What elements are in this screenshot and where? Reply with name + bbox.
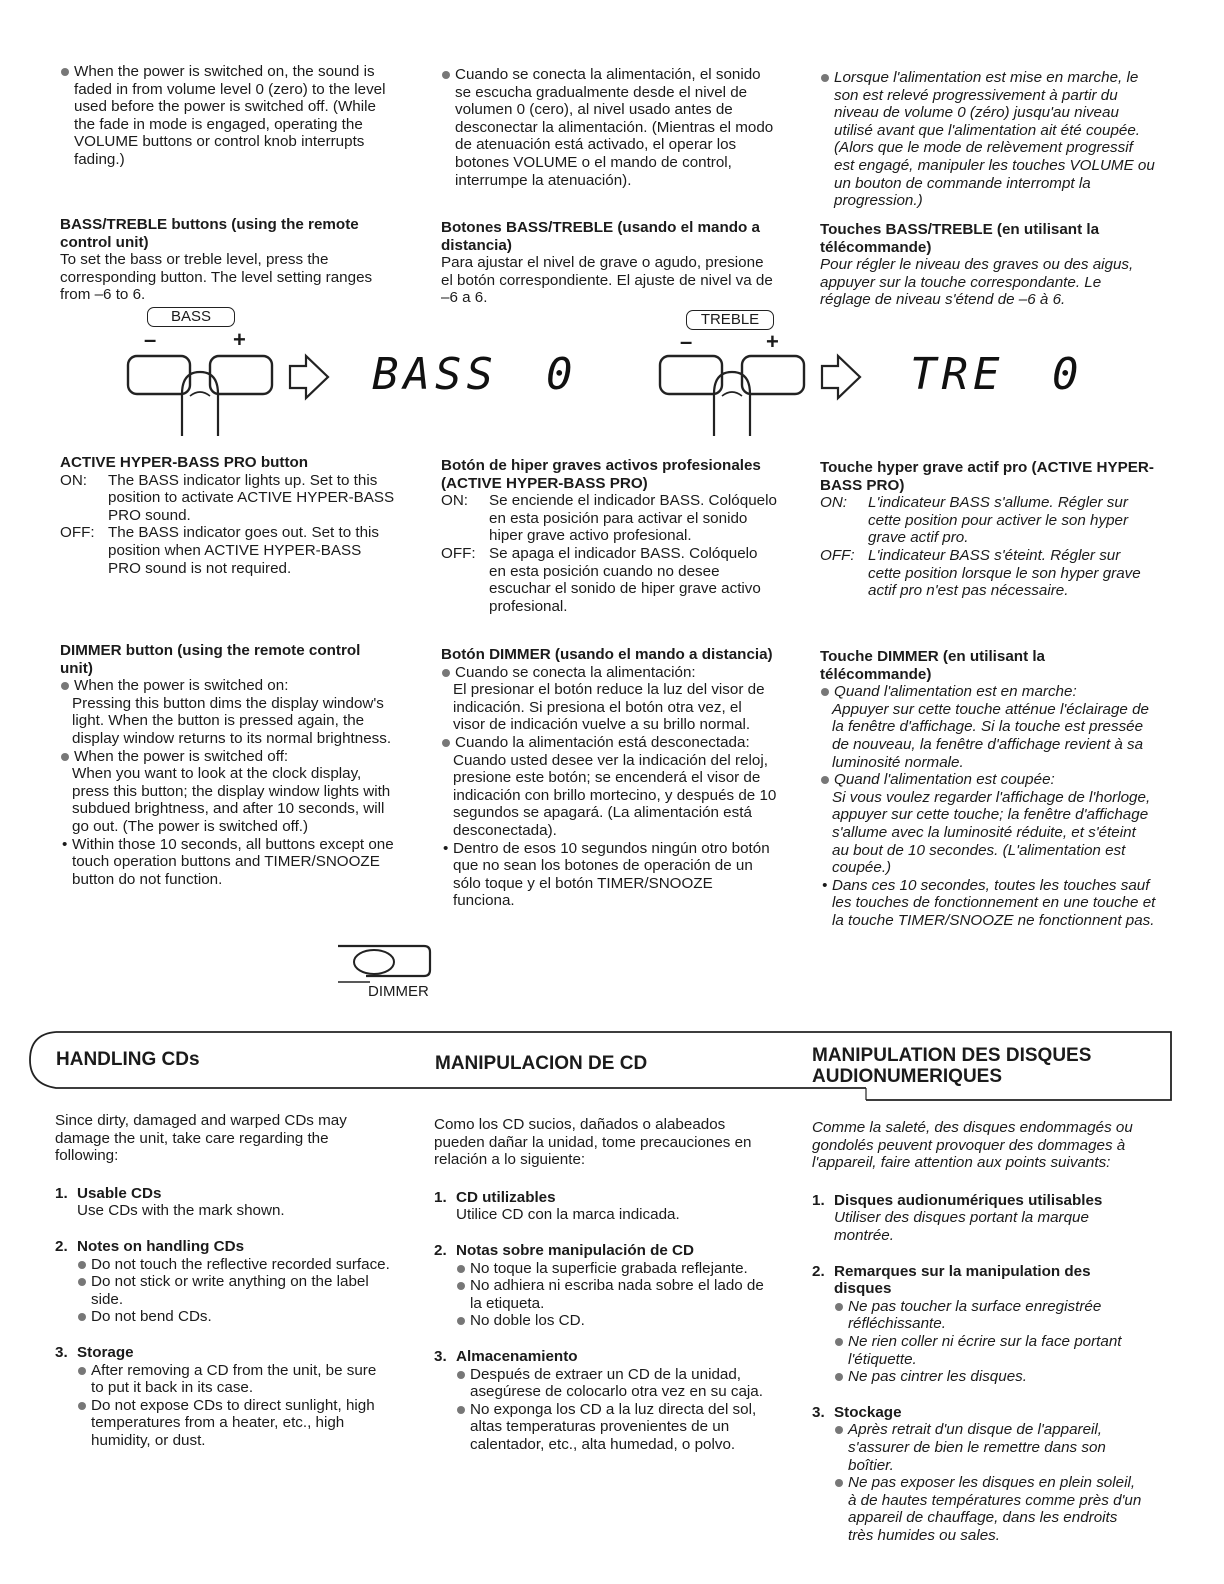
item-bullet: After removing a CD from the unit, be sure to put it back in its case. [77, 1362, 390, 1397]
item-number: 2. [55, 1237, 68, 1255]
cds-item-1 [812, 1192, 1146, 1245]
section-title-fr: MANIPULATION DES DISQUES AUDIONUMERIQUES [812, 1045, 1092, 1087]
bass-treble-heading: BASS/TREBLE buttons (using the remote control unit) [60, 216, 359, 251]
item-bullet: Ne pas exposer les disques en plein soleil, à de hautes températures comme près d'un appareil de chauffage, dans les endroits très humides ou sales. [834, 1474, 1146, 1544]
cds-item-1 [55, 1185, 390, 1220]
dimmer-button-illustration [336, 944, 436, 984]
dimmer-note: • Within those 10 seconds, all buttons except one touch operation buttons and TIMER/SNOOZE button do not function. [60, 836, 396, 889]
hyper-bass-fr [820, 459, 1156, 600]
dimmer-off-label: When the power is switched off: [60, 748, 396, 766]
item-number: 1. [434, 1188, 447, 1206]
item-heading: Stockage [834, 1403, 902, 1421]
item-number: 3. [812, 1403, 825, 1421]
hyper-bass-on [60, 472, 396, 525]
off-text: L'indicateur BASS s'éteint. Régler sur cette position lorsque le son hyper grave actif pro n'est pas nécessaire. [868, 546, 1141, 600]
item-bullet: Ne pas toucher la surface enregistrée réfléchissante. [834, 1298, 1146, 1333]
bass-display-value: 0 [546, 349, 578, 400]
hyper-bass-heading: Botón de hiper graves activos profesionales (ACTIVE HYPER-BASS PRO) [441, 457, 761, 492]
treble-button-label: TREBLE [686, 310, 774, 330]
intro-es-text: Cuando se conecta la alimentación, el sonido se escucha gradualmente desde el nivel de volumen 0 (cero), al nivel usado antes de desconectar la alimentación. (Mientras el modo de atenuación está activado, el operar los botones VOLUME o el mando de control, interrumpe la atenuación). [441, 66, 777, 189]
cds-intro: Comme la saleté, des disques endommagés ou gondolés peuvent provoquer des dommages à l'appareil, faire attention aux points suivants: [812, 1119, 1133, 1172]
section-title-es: MANIPULACION DE CD [435, 1053, 648, 1074]
on-text: Se enciende el indicador BASS. Colóquelo en esta posición para activar el sonido hiper grave activo profesional. [489, 492, 777, 545]
item-heading: Usable CDs [77, 1184, 162, 1202]
item-bullet: Después de extraer un CD de la unidad, asegúrese de colocarlo otra vez en su caja. [456, 1366, 767, 1401]
item-bullet: No adhiera ni escriba nada sobre el lado de la etiqueta. [456, 1277, 767, 1312]
hyper-bass-on [441, 492, 777, 545]
hyper-bass-heading: Touche hyper grave actif pro (ACTIVE HYPER-BASS PRO) [820, 459, 1154, 494]
cds-item-2 [55, 1238, 390, 1326]
intro-es [441, 66, 777, 189]
bass-plus-sign: + [233, 327, 246, 352]
cds-item-2 [434, 1242, 767, 1330]
treble-plus-sign: + [766, 329, 779, 354]
cds-item-2 [812, 1263, 1146, 1386]
treble-buttons-illustration [652, 350, 872, 445]
bass-treble-text: Para ajustar el nivel de grave o agudo, presione el botón correspondiente. El ajuste de nivel va de –6 a 6. [441, 254, 773, 307]
item-bullet: No doble los CD. [456, 1312, 767, 1330]
cds-intro: Como los CD sucios, dañados o alabeados pueden dañar la unidad, tome precauciones en relación a lo siguiente: [434, 1116, 752, 1169]
on-text: L'indicateur BASS s'allume. Régler sur cette position pour activer le son hyper grave actif pro. [868, 494, 1129, 547]
dimmer-on-text: El presionar el botón reduce la luz del visor de indicación. Si presiona el botón otra vez, el visor de indicación vuelve a su brillo normal. [453, 681, 765, 734]
dimmer-off-text: Si vous voulez regarder l'affichage de l'horloge, appuyer sur cette touche; la fenêtre d'affichage s'allume avec la luminosité réduite, et s'éteint au bout de 10 secondes. (L'alimentation est coupée.) [832, 788, 1151, 877]
bass-treble-fr [820, 221, 1156, 309]
section-title-en: HANDLING CDs [56, 1049, 200, 1070]
dimmer-on-text: Appuyer sur cette touche atténue l'éclairage de la fenêtre d'affichage. Si la touche est pressée de nouveau, la fenêtre d'affichage revient à sa luminosité normale. [832, 700, 1149, 771]
bass-minus-sign: – [144, 327, 157, 352]
intro-en-text: When the power is switched on, the sound is faded in from volume level 0 (zero) to the level used before the power is switched off. (While the fade in mode is engaged, operating the VOLUME buttons or control knob interrupts fading.) [60, 63, 396, 169]
cds-item-3 [55, 1344, 390, 1450]
dimmer-on-label: Cuando se conecta la alimentación: [441, 664, 777, 682]
bass-treble-text: Pour régler le niveau des graves ou des aigus, appuyer sur la touche correspondante. Le réglage de niveau s'étend de –6 à 6. [820, 256, 1134, 309]
bass-button-label: BASS [147, 307, 235, 327]
item-bullet: Après retrait d'un disque de l'appareil, s'assurer de bien le remettre dans son boîtier. [834, 1421, 1146, 1474]
cds-es [434, 1116, 767, 1454]
dimmer-en [60, 642, 396, 888]
cds-fr [812, 1119, 1146, 1544]
dimmer-off-text: When you want to look at the clock display, press this button; the display window lights with subdued brightness, and after 10 seconds, will go out. (The power is switched off.) [72, 765, 391, 835]
item-bullet: No exponga los CD a la luz directa del sol, altas temperaturas provenientes de un calentador, etc., alta humedad, o polvo. [456, 1401, 767, 1454]
item-text: Utiliser des disques portant la marque montrée. [834, 1209, 1089, 1244]
bass-treble-heading: Botones BASS/TREBLE (usando el mando a distancia) [441, 219, 760, 254]
item-bullet: Do not stick or write anything on the label side. [77, 1273, 390, 1308]
item-text: Use CDs with the mark shown. [77, 1202, 285, 1220]
dimmer-note: • Dentro de esos 10 segundos ningún otro botón que no sean los botones de operación de un sólo toque y el botón TIMER/SNOOZE funciona. [441, 840, 777, 910]
item-heading: CD utilizables [456, 1188, 556, 1206]
bass-display-text: BASS [372, 349, 498, 400]
cds-en [55, 1112, 390, 1450]
cds-item-3 [434, 1348, 767, 1454]
item-bullet: Do not expose CDs to direct sunlight, high temperatures from a heater, etc., high humidity, or dust. [77, 1397, 390, 1450]
dimmer-fr [820, 648, 1156, 930]
item-heading: Almacenamiento [456, 1347, 578, 1365]
item-number: 3. [55, 1343, 68, 1361]
bass-treble-es [441, 219, 777, 307]
item-text: Utilice CD con la marca indicada. [456, 1206, 680, 1224]
intro-fr-text: Lorsque l'alimentation est mise en marche, le son est relevé progressivement à partir du niveau de volume 0 (zéro) jusqu'au niveau utilisé avant que l'alimentation ait été coupée. (Alors que le mode de relèvement progressif est engagé, manipuler les touches VOLUME ou un bouton de commande interrompt la progression.) [820, 69, 1156, 210]
on-label: ON: [60, 471, 88, 489]
item-bullet: Ne pas cintrer les disques. [834, 1368, 1146, 1386]
dimmer-off-label: Cuando la alimentación está desconectada: [441, 734, 777, 752]
item-heading: Notas sobre manipulación de CD [456, 1241, 694, 1259]
item-bullet: Do not bend CDs. [77, 1308, 390, 1326]
on-label: ON: [441, 492, 469, 510]
hyper-bass-off [60, 524, 396, 577]
dimmer-off-label: Quand l'alimentation est coupée: [820, 771, 1156, 789]
cds-item-1 [434, 1189, 767, 1224]
dimmer-heading: Touche DIMMER (en utilisant la télécommande) [820, 648, 1046, 683]
item-number: 2. [434, 1241, 447, 1259]
item-bullet: Do not touch the reflective recorded surface. [77, 1256, 390, 1274]
item-number: 3. [434, 1347, 447, 1365]
dimmer-es [441, 646, 777, 910]
hyper-bass-heading: ACTIVE HYPER-BASS PRO button [60, 454, 309, 471]
dimmer-on-text: Pressing this button dims the display window's light. When the button is pressed again, the display window returns to its normal brightness. [72, 694, 392, 747]
bass-treble-heading: Touches BASS/TREBLE (en utilisant la télécommande) [820, 221, 1100, 256]
item-number: 2. [812, 1262, 825, 1280]
dimmer-note: • Dans ces 10 secondes, toutes les touches sauf les touches de fonctionnement en une touche et la touche TIMER/SNOOZE ne fonctionnent pas. [820, 877, 1156, 930]
bass-treble-text: To set the bass or treble level, press the corresponding button. The level setting ranges from –6 to 6. [60, 251, 373, 304]
dimmer-heading: Botón DIMMER (usando el mando a distancia) [441, 646, 773, 663]
dimmer-on-label: Quand l'alimentation est en marche: [820, 683, 1156, 701]
off-label: OFF: [820, 546, 855, 564]
treble-display-text: TRE [910, 349, 1005, 400]
hyper-bass-en [60, 454, 396, 577]
treble-minus-sign: – [680, 329, 693, 354]
cds-intro: Since dirty, damaged and warped CDs may damage the unit, take care regarding the following: [55, 1112, 347, 1165]
bass-treble-en [60, 216, 396, 304]
item-bullet: Ne rien coller ni écrire sur la face portant l'étiquette. [834, 1333, 1146, 1368]
cds-item-3 [812, 1404, 1146, 1545]
dimmer-button-label: DIMMER [368, 983, 429, 1000]
item-number: 1. [55, 1184, 68, 1202]
intro-fr [820, 69, 1156, 210]
bass-buttons-illustration [120, 350, 340, 445]
on-label: ON: [820, 494, 848, 512]
off-label: OFF: [60, 524, 95, 542]
off-label: OFF: [441, 544, 476, 562]
item-heading: Storage [77, 1343, 134, 1361]
item-bullet: No toque la superficie grabada reflejante. [456, 1260, 767, 1278]
intro-en [60, 63, 396, 169]
item-heading: Disques audionumériques utilisables [834, 1191, 1103, 1209]
hyper-bass-off [441, 545, 777, 615]
treble-display-value: 0 [1052, 349, 1084, 400]
item-heading: Notes on handling CDs [77, 1237, 245, 1255]
off-text: The BASS indicator goes out. Set to this position when ACTIVE HYPER-BASS PRO sound is not required. [108, 524, 379, 577]
on-text: The BASS indicator lights up. Set to this position to activate ACTIVE HYPER-BASS PRO sound. [108, 471, 395, 524]
hyper-bass-off [820, 547, 1156, 600]
dimmer-on-label: When the power is switched on: [60, 677, 396, 695]
dimmer-off-text: Cuando usted desee ver la indicación del reloj, presione este botón; se encenderá el visor de indicación con brillo mortecino, y después de 10 segundos se apagará. (La alimentación está desconectada). [453, 751, 777, 839]
dimmer-heading: DIMMER button (using the remote control unit) [60, 642, 361, 677]
item-heading: Remarques sur la manipulation des disques [834, 1262, 1091, 1298]
off-text: Se apaga el indicador BASS. Colóquelo en esta posición cuando no desee escuchar el sonido de hiper grave activo profesional. [489, 544, 761, 615]
hyper-bass-es [441, 457, 777, 615]
hyper-bass-on [820, 494, 1156, 547]
item-number: 1. [812, 1191, 825, 1209]
